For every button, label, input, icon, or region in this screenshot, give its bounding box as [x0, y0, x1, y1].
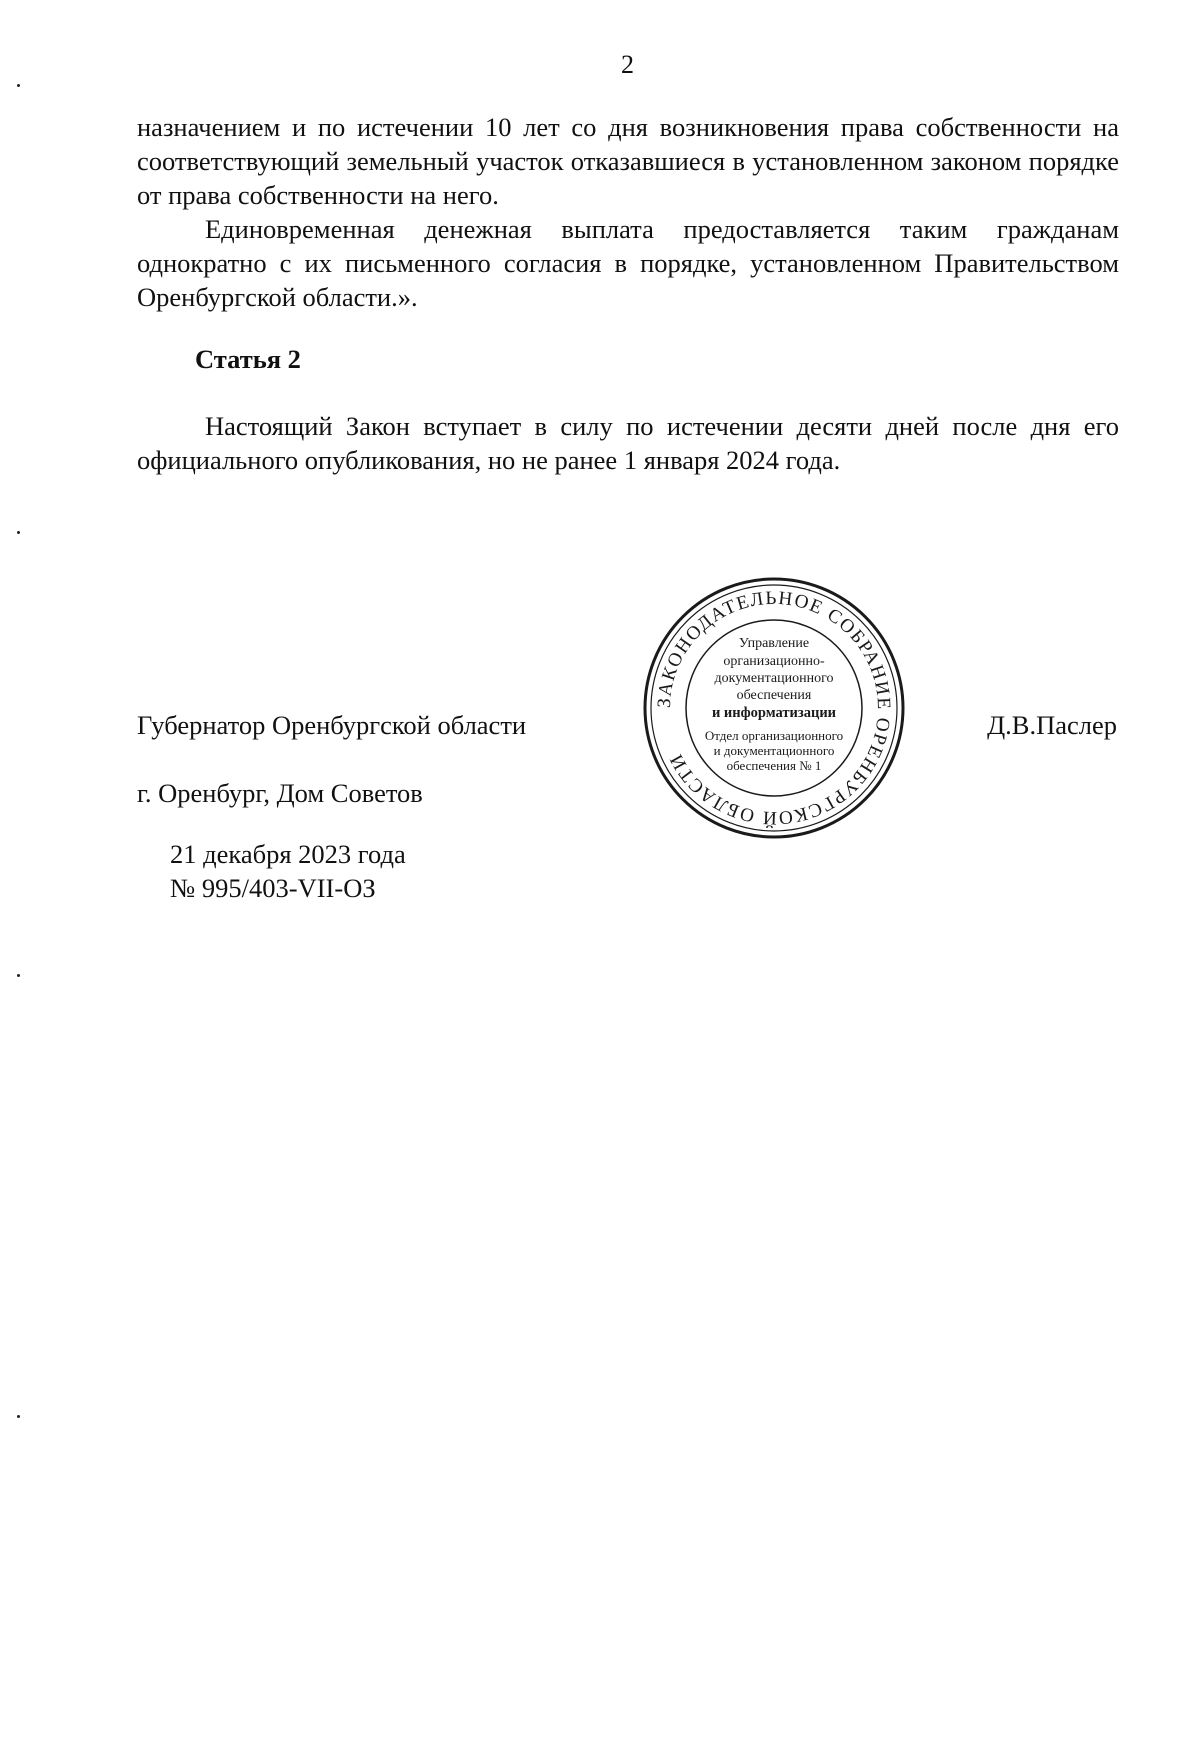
seal-inner-line: Управление — [738, 636, 810, 651]
seal-inner-line: и информатизации — [711, 705, 837, 721]
signing-place: г. Оренбург, Дом Советов — [137, 778, 423, 808]
official-seal — [641, 575, 907, 841]
seal-inner-line: организационно- — [723, 654, 825, 669]
scan-mark — [17, 84, 20, 87]
seal-inner-line: документационного — [714, 671, 834, 686]
scan-mark — [17, 531, 20, 534]
seal-inner-text — [705, 636, 843, 773]
paragraph-entry-into-force: Настоящий Закон вступает в силу по истечении десяти дней после дня его официального опубликования, но не ранее 1 января 2024 года. — [137, 411, 1119, 475]
scan-mark — [17, 1415, 20, 1418]
seal-inner-line: обеспечения — [736, 688, 812, 703]
seal-outer-text: ЗАКОНОДАТЕЛЬНОЕ СОБРАНИЕ ОРЕНБУРГСКОЙ ОБЛАСТИ — [653, 587, 895, 829]
article-heading: Статья 2 — [195, 344, 301, 374]
seal-inner-line: обеспечения № 1 — [726, 758, 822, 773]
governor-title: Губернатор Оренбургской области — [137, 710, 527, 740]
paragraph-payment: Единовременная денежная выплата предоставляется таким гражданам однократно с их письменного согласия в порядке, установленном Правительством Оренбургской области.». — [137, 214, 1119, 312]
law-number: № 995/403-VII-ОЗ — [170, 873, 376, 903]
seal-inner-line: и документационного — [713, 743, 835, 758]
law-date: 21 декабря 2023 года — [170, 839, 406, 869]
seal-inner-line: Отдел организационного — [704, 728, 844, 743]
page-number: 2 — [621, 50, 634, 79]
scan-mark — [17, 974, 20, 977]
paragraph-continuation: назначением и по истечении 10 лет со дня возникновения права собственности на соответствующий земельный участок отказавшиеся в установленном законом порядке от права собственности на него. — [137, 112, 1119, 210]
governor-name: Д.В.Паслер — [987, 710, 1117, 740]
